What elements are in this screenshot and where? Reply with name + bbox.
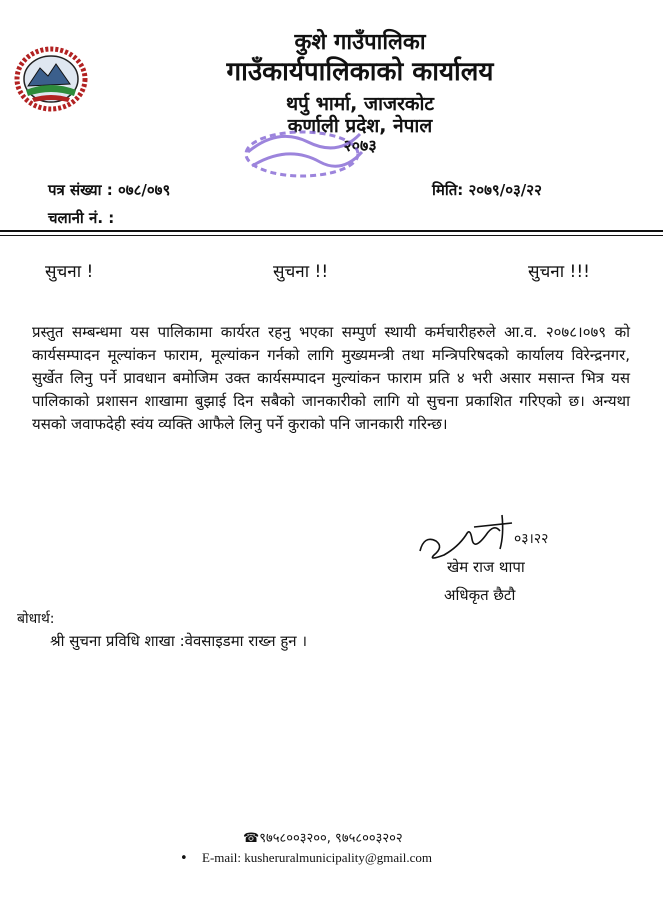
signatory-name: खेम राज थापा bbox=[447, 558, 525, 576]
header-year: २०७३ bbox=[343, 136, 377, 155]
notice-body: प्रस्तुत सम्बन्धमा यस पालिकामा कार्यरत रहनु भएका सम्पुर्ण स्थायी कर्मचारीहरुले आ.व. २०७८।०७९ को कार्यसम्पादन मूल्यांकन फाराम, मूल्यांकन गर्नको लागि मुख्यमन्त्री तथा मन्त्रिपरिषदको कार्यालय विरेन्द्रनगर, सुर्खेत लिनु पर्ने प्रावधान बमोजिम उक्त कार्यसम्पादन मुल्यांकन फाराम प्रति ४ भरी असार मसान्त भित्र यस पालिकाको प्रशासन शाखामा बुझाई दिन सबैको जानकारीको लागि यो सुचना प्रकाशित गरिएको छ। अन्यथा यसको जवाफदेही स्वंय व्यक्ति आफैले लिनु पर्ने कुराको पनि जानकारी गरिन्छ। bbox=[32, 323, 630, 433]
dispatch-number: चलानी नं. : bbox=[48, 209, 115, 227]
footer-phone: ☎९७५८००३२००, ९७५८००३२०२ bbox=[243, 831, 403, 846]
notice-heading-right: सुचना !!! bbox=[528, 262, 590, 282]
office-name: गाउँकार्यपालिकाको कार्यालय bbox=[226, 57, 494, 87]
footer-email: E-mail: kusheruralmunicipality@gmail.com bbox=[202, 850, 433, 865]
address-line-2: कर्णाली प्रदेश, नेपाल bbox=[287, 115, 433, 137]
notice-heading-left: सुचना ! bbox=[45, 262, 94, 282]
bullet-icon: • bbox=[180, 851, 188, 866]
letter-date: मिति: २०७९/०३/२२ bbox=[432, 181, 542, 199]
municipality-name: कुशे गाउँपालिका bbox=[294, 30, 426, 55]
signature-handwritten-date: ०३।२२ bbox=[514, 531, 549, 547]
address-line-1: थर्पु भार्मा, जाजरकोट bbox=[286, 93, 434, 115]
notice-heading-center: सुचना !! bbox=[273, 262, 329, 282]
cc-recipient: श्री सुचना प्रविधि शाखा :वेवसाइडमा राख्न हुन । bbox=[50, 632, 308, 650]
signatory-title: अधिकृत छैटौ bbox=[444, 586, 516, 604]
header-divider-thin bbox=[0, 235, 663, 236]
header-divider bbox=[0, 230, 663, 232]
cc-label: बोधार्थ: bbox=[17, 611, 55, 627]
reference-number: पत्र संख्या : ०७८/०७९ bbox=[48, 181, 171, 199]
municipality-emblem bbox=[12, 44, 90, 114]
office-stamp bbox=[238, 122, 368, 180]
